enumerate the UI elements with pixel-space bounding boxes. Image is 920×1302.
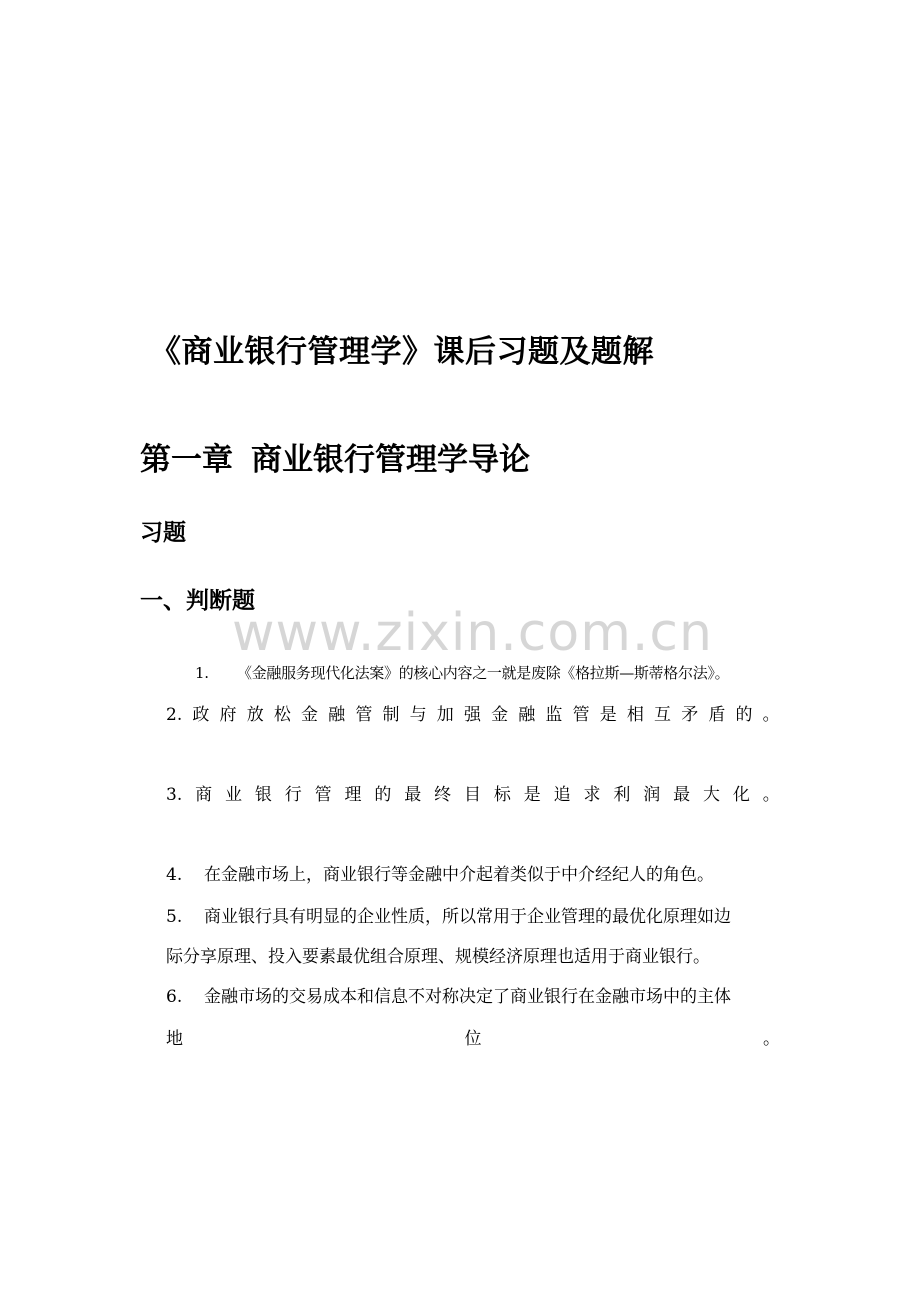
question-char: 目 — [463, 785, 481, 805]
question-3 — [166, 782, 780, 808]
question-char: 加 — [436, 705, 454, 725]
question-2 — [166, 702, 780, 728]
question-char: 理 — [344, 785, 362, 805]
question-char: 润 — [643, 785, 661, 805]
question-char: 业 — [224, 785, 242, 805]
question-number: 4. — [166, 865, 183, 885]
question-number: 5. — [166, 907, 183, 927]
question-char: 。 — [762, 705, 780, 725]
question-char: 融 — [518, 705, 536, 725]
watermark: www.zixin.com.cn — [232, 603, 713, 663]
question-char: 是 — [599, 705, 617, 725]
question-char: 政 — [192, 705, 210, 725]
question-char: 商 — [195, 785, 213, 805]
question-char: 。 — [763, 1029, 780, 1049]
question-number: 1. — [195, 664, 209, 682]
chapter-heading — [140, 438, 530, 482]
question-char: 行 — [284, 785, 302, 805]
question-5 — [166, 904, 731, 930]
question-6 — [166, 984, 731, 1010]
question-char: 放 — [246, 705, 264, 725]
question-char: 融 — [328, 705, 346, 725]
question-char: 互 — [654, 705, 672, 725]
question-1 — [195, 660, 729, 686]
question-char: 是 — [523, 785, 541, 805]
question-char: 监 — [545, 705, 563, 725]
question-char: 标 — [493, 785, 511, 805]
question-char: 金 — [491, 705, 509, 725]
question-char: 管 — [314, 785, 332, 805]
section-heading: 习题 — [140, 520, 186, 546]
chapter-number: 第一章 — [140, 442, 233, 478]
question-number: 6. — [166, 987, 183, 1007]
question-char: 管 — [572, 705, 590, 725]
question-char: 府 — [219, 705, 237, 725]
question-number: 3. — [166, 785, 183, 805]
question-char: 大 — [702, 785, 720, 805]
question-text: 商业银行具有明显的企业性质，所以常用于企业管理的最优化原理如边 — [204, 907, 731, 927]
question-text: 在金融市场上，商业银行等金融中介起着类似于中介经纪人的角色。 — [204, 865, 714, 885]
question-char: 最 — [673, 785, 691, 805]
question-char: 管 — [355, 705, 373, 725]
question-text: 金融市场的交易成本和信息不对称决定了商业银行在金融市场中的主体 — [204, 987, 731, 1007]
question-char: 。 — [762, 785, 780, 805]
question-char: 松 — [273, 705, 291, 725]
question-char: 终 — [434, 785, 452, 805]
question-char: 利 — [613, 785, 631, 805]
question-text: 《金融服务现代化法案》的核心内容之一就是废除《格拉斯—斯蒂格尔法》。 — [237, 664, 730, 682]
question-6-continuation — [166, 1026, 780, 1052]
question-5-continuation: 际分享原理、投入要素最优组合原理、规模经济原理也适用于商业银行。 — [166, 947, 710, 967]
question-number: 2. — [166, 705, 183, 725]
question-char: 银 — [254, 785, 272, 805]
question-char: 追 — [553, 785, 571, 805]
question-char: 化 — [732, 785, 750, 805]
subsection-heading: 一、判断题 — [140, 588, 255, 614]
question-char: 位 — [464, 1029, 482, 1049]
question-char: 强 — [463, 705, 481, 725]
question-char: 求 — [583, 785, 601, 805]
question-char: 金 — [301, 705, 319, 725]
question-char: 相 — [626, 705, 644, 725]
question-char: 与 — [409, 705, 427, 725]
question-char: 的 — [735, 705, 753, 725]
document-title: 《商业银行管理学》课后习题及题解 — [150, 334, 654, 370]
question-char: 盾 — [708, 705, 726, 725]
chapter-name: 商业银行管理学导论 — [251, 442, 530, 478]
question-char: 最 — [404, 785, 422, 805]
question-4 — [166, 862, 714, 888]
question-char: 矛 — [681, 705, 699, 725]
question-char: 地 — [166, 1029, 183, 1049]
question-char: 制 — [382, 705, 400, 725]
question-char: 的 — [374, 785, 392, 805]
